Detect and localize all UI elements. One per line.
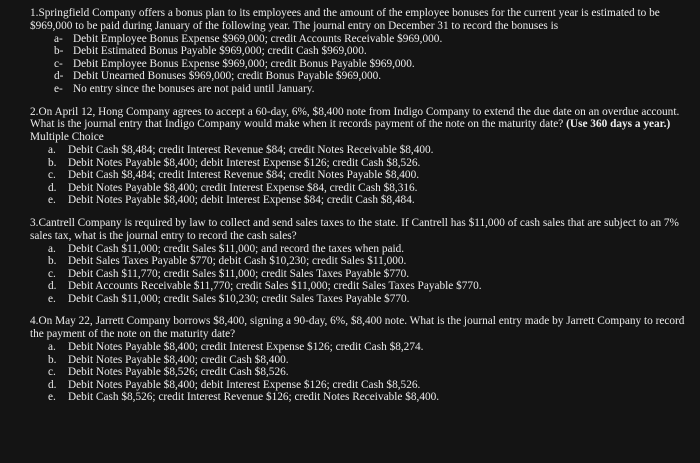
option-2c[interactable]: c. Debit Cash $8,484; credit Interest Revenue $84; credit Notes Payable $8,400. <box>48 169 420 182</box>
question-2-options <box>30 144 694 207</box>
option-2e[interactable]: e. Debit Notes Payable $8,400; debit Interest Expense $84; credit Cash $8,484. <box>48 194 415 207</box>
question-2-emphasis: (Use 360 days a year.) <box>566 118 671 131</box>
multiple-choice-heading: Multiple Choice <box>30 131 104 144</box>
question-3-options <box>30 243 694 306</box>
option-3c[interactable]: c. Debit Cash $11,770; credit Sales $11,000; credit Sales Taxes Payable $770. <box>48 267 410 280</box>
option-3a[interactable]: a. Debit Cash $11,000; credit Sales $11,000; and record the taxes when paid. <box>48 242 405 255</box>
question-2-text: 2.On April 12, Hong Company agrees to accept a 60-day, 6%, $8,400 note from Indigo Company to extend the due date on an overdue account. What is the journal entry that Indigo Company would make when it records payment of the note on the maturity date? (Use 360 days a year.) <box>30 105 680 131</box>
option-1c[interactable]: c- Debit Employee Bonus Expense $969,000; credit Bonus Payable $969,000. <box>54 57 415 70</box>
question-4-options <box>30 341 694 404</box>
question-1-options <box>30 33 694 96</box>
option-2a[interactable]: a. Debit Cash $8,484; credit Interest Revenue $84; credit Notes Receivable $8,400. <box>48 143 434 156</box>
option-4e[interactable]: e. Debit Cash $8,526; credit Interest Revenue $126; credit Notes Receivable $8,400. <box>48 391 440 404</box>
option-4b[interactable]: b. Debit Notes Payable $8,400; credit Cash $8,400. <box>48 353 289 366</box>
question-1 <box>30 7 694 96</box>
question-3 <box>30 217 694 306</box>
option-1d[interactable]: d- Debit Unearned Bonuses $969,000; credit Bonus Payable $969,000. <box>54 70 382 83</box>
option-2d[interactable]: d. Debit Notes Payable $8,400; credit Interest Expense $84, credit Cash $8,316. <box>48 181 418 194</box>
option-3e[interactable]: e. Debit Cash $11,000; credit Sales $10,230; credit Sales Taxes Payable $770. <box>48 292 410 305</box>
option-1e[interactable]: e- No entry since the bonuses are not paid until January. <box>54 82 315 95</box>
question-4 <box>30 315 694 404</box>
option-4c[interactable]: c. Debit Notes Payable $8,526; credit Cash $8,526. <box>48 366 289 379</box>
option-1b[interactable]: b- Debit Estimated Bonus Payable $969,000; credit Cash $969,000. <box>54 45 367 58</box>
option-1a[interactable]: a- Debit Employee Bonus Expense $969,000; credit Accounts Receivable $969,000. <box>54 32 443 45</box>
question-2 <box>30 106 694 207</box>
option-4d[interactable]: d. Debit Notes Payable $8,400; debit Interest Expense $126; credit Cash $8,526. <box>48 378 421 391</box>
option-3b[interactable]: b. Debit Sales Taxes Payable $770; debit Cash $10,230; credit Sales $11,000. <box>48 255 407 268</box>
option-3d[interactable]: d. Debit Accounts Receivable $11,770; credit Sales $11,000; credit Sales Taxes Payable $770. <box>48 280 482 293</box>
option-4a[interactable]: a. Debit Notes Payable $8,400; credit Interest Expense $126; credit Cash $8,274. <box>48 341 424 354</box>
option-2b[interactable]: b. Debit Notes Payable $8,400; debit Interest Expense $126; credit Cash $8,526. <box>48 156 421 169</box>
question-1-text: 1.Springfield Company offers a bonus plan to its employees and the amount of the employee bonuses for the current year is estimated to be $969,000 to be paid during January of the following year. The journal entry on December 31 to record the bonuses is <box>30 7 660 32</box>
question-3-text: 3.Cantrell Company is required by law to collect and send sales taxes to the state. If Cantrell has $11,000 of cash sales that are subject to an 7% sales tax, what is the journal entry to record the cash sales? <box>30 216 679 242</box>
question-4-text: 4.On May 22, Jarrett Company borrows $8,400, signing a 90-day, 6%, $8,400 note. What is the journal entry made by Jarrett Company to record the payment of the note on the maturity date? <box>30 315 685 341</box>
